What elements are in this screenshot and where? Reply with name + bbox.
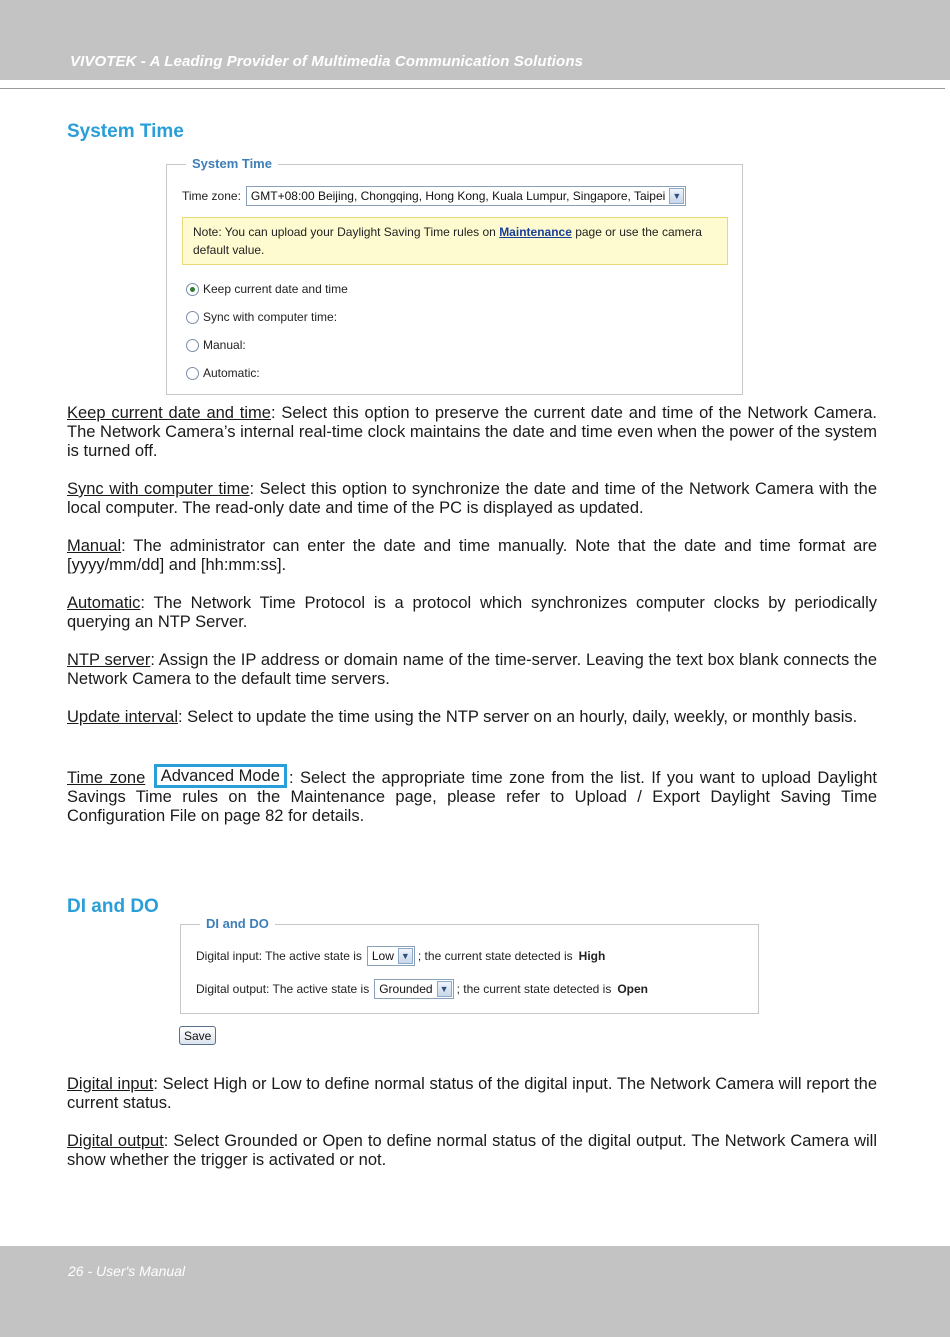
radio-label: Manual: <box>203 338 246 352</box>
term-label: Digital input <box>67 1075 154 1093</box>
digital-output-value: Grounded <box>379 982 433 996</box>
term-label: Digital output <box>67 1132 164 1150</box>
desc-text: : Select Grounded or Open to define normal status of the digital output. The Network Camera will show whether the trigger is activated or not. <box>67 1132 878 1169</box>
digital-output-detected-label: ; the current state detected is <box>456 982 612 996</box>
desc-manual <box>67 537 877 575</box>
radio-unchecked-icon[interactable] <box>186 311 199 324</box>
desc-text: : The Network Time Protocol is a protocol which synchronizes computer clocks by periodically querying an NTP Server. <box>67 594 877 631</box>
digital-output-select[interactable] <box>374 979 453 999</box>
di-do-title: DI and DO <box>67 896 159 917</box>
radio-sync-computer[interactable] <box>186 310 337 324</box>
digital-input-detected-label: ; the current state detected is <box>417 949 573 963</box>
desc-digital-output <box>67 1132 877 1170</box>
digital-input-select[interactable] <box>367 946 415 966</box>
timezone-selected-value: GMT+08:00 Beijing, Chongqing, Hong Kong, Kuala Lumpur, Singapore, Taipei <box>250 189 666 203</box>
term-label: Sync with computer time <box>67 480 250 498</box>
desc-sync-computer <box>67 480 877 518</box>
header-divider <box>0 88 945 89</box>
radio-label: Keep current date and time <box>203 282 348 296</box>
system-time-title: System Time <box>67 121 184 142</box>
system-time-legend: System Time <box>186 156 278 171</box>
digital-input-label: Digital input: The active state is <box>196 949 362 963</box>
desc-time-zone <box>67 764 877 826</box>
radio-unchecked-icon[interactable] <box>186 339 199 352</box>
desc-digital-input <box>67 1075 877 1113</box>
maintenance-link[interactable]: Maintenance <box>499 225 572 239</box>
radio-unchecked-icon[interactable] <box>186 367 199 380</box>
chevron-down-icon[interactable]: ▼ <box>669 188 684 204</box>
desc-text: : Select this option to synchronize the date and time of the Network Camera with the local computer. The read-only date and time of the PC is displayed as updated. <box>67 480 877 517</box>
dst-note <box>182 217 728 265</box>
term-label: Automatic <box>67 594 141 612</box>
timezone-label: Time zone: <box>182 189 241 203</box>
digital-input-detected-value: High <box>578 949 606 963</box>
chevron-down-icon[interactable]: ▼ <box>437 981 452 997</box>
term-label: Update interval <box>67 708 178 726</box>
digital-input-row <box>196 946 605 966</box>
digital-output-detected-value: Open <box>617 982 649 996</box>
digital-output-row <box>196 979 648 999</box>
timezone-select[interactable] <box>246 186 686 206</box>
note-text-suffix: page or use the camera <box>571 225 702 239</box>
desc-keep-current <box>67 404 877 461</box>
radio-keep-current[interactable] <box>186 282 348 296</box>
note-text-prefix: Note: You can upload your Daylight Saving Time rules on <box>193 225 500 239</box>
page-footer <box>0 1246 950 1337</box>
radio-automatic[interactable] <box>186 366 260 380</box>
desc-text: : Select the appropriate time zone from the list. If you want to upload Daylight Savings Time rules on the Maintenance page, please refer to Upload / Export Daylight Saving Time Configuration File on page 82 for details. <box>67 769 877 825</box>
desc-text: : Select High or Low to define normal status of the digital input. The Network Camera will report the current status. <box>67 1075 877 1112</box>
desc-update-interval <box>67 708 877 727</box>
desc-text: : Select this option to preserve the current date and time of the Network Camera. The Network Camera’s internal real-time clock maintains the date and time even when the power of the system is turned off. <box>67 404 877 460</box>
desc-text: : Select to update the time using the NTP server on an hourly, daily, weekly, or monthly basis. <box>177 708 858 726</box>
radio-manual[interactable] <box>186 338 246 352</box>
radio-label: Automatic: <box>203 366 260 380</box>
term-label: NTP server <box>67 651 151 669</box>
note-text-line2: default value. <box>193 243 265 257</box>
save-button[interactable]: Save <box>179 1026 216 1045</box>
digital-output-label: Digital output: The active state is <box>196 982 370 996</box>
desc-text: : The administrator can enter the date and time manually. Note that the date and time format are [yyyy/mm/dd] and [hh:mm:ss]. <box>67 537 877 574</box>
advanced-mode-badge: Advanced Mode <box>154 764 287 788</box>
page-number: 26 - User's Manual <box>68 1263 186 1279</box>
term-label: Manual <box>67 537 122 555</box>
radio-label: Sync with computer time: <box>203 310 338 324</box>
desc-ntp-server <box>67 651 877 689</box>
di-do-legend: DI and DO <box>200 916 275 931</box>
digital-input-value: Low <box>371 949 394 963</box>
desc-automatic <box>67 594 877 632</box>
term-label: Keep current date and time <box>67 404 271 422</box>
term-label: Time zone <box>67 769 146 787</box>
system-time-panel <box>166 156 743 395</box>
radio-checked-icon[interactable] <box>186 283 199 296</box>
timezone-row <box>182 186 686 206</box>
header-title: VIVOTEK - A Leading Provider of Multimedia Communication Solutions <box>70 53 584 70</box>
chevron-down-icon[interactable]: ▼ <box>398 948 413 964</box>
desc-text: : Assign the IP address or domain name of the time-server. Leaving the text box blank connects the Network Camera to the default time servers. <box>67 651 877 688</box>
di-do-panel <box>180 916 759 1014</box>
